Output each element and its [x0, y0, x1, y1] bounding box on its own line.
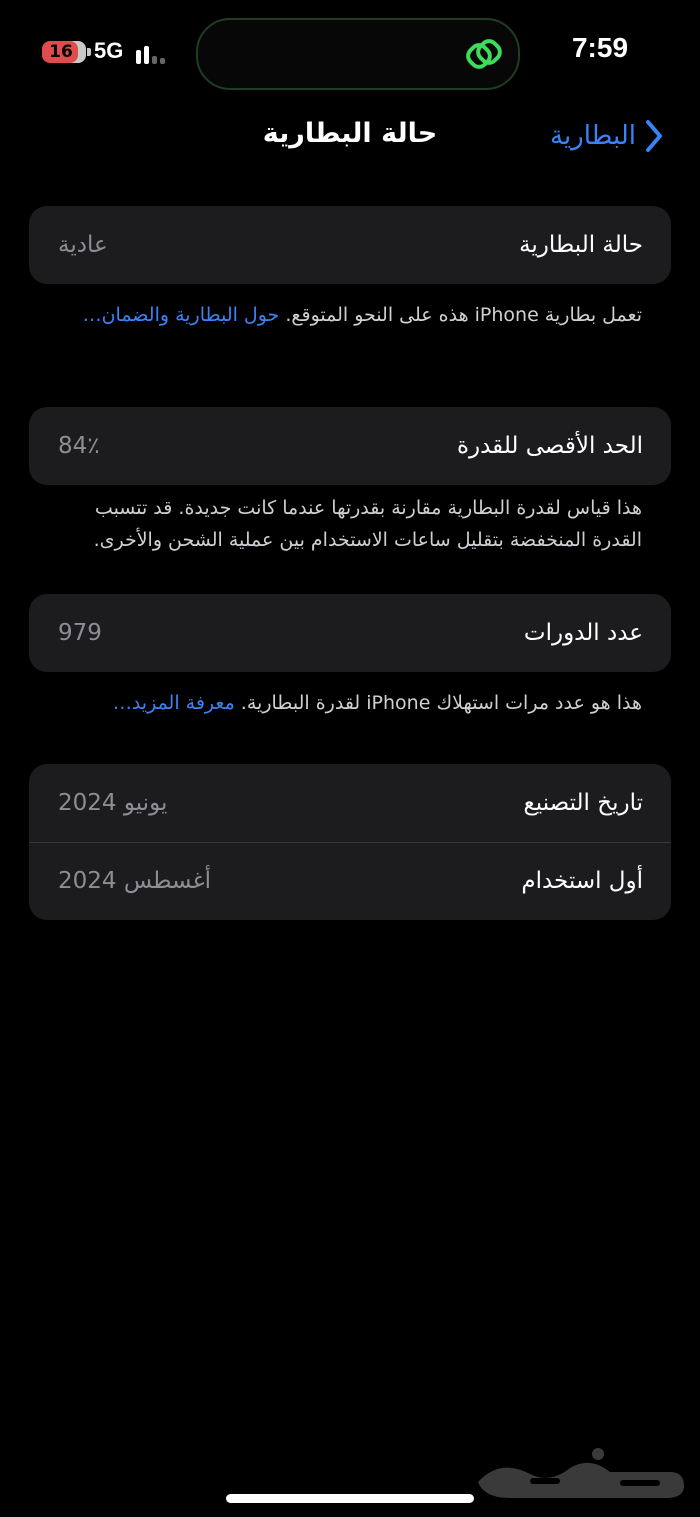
- first-use-value: أغسطس 2024: [58, 868, 211, 894]
- learn-more-link[interactable]: معرفة المزيد…: [112, 692, 235, 714]
- cycle-count-note: [52, 687, 642, 719]
- battery-health-value: عادية: [58, 232, 108, 258]
- cycle-count-label: عدد الدورات: [523, 620, 643, 646]
- battery-health-row: [29, 206, 671, 284]
- linked-rings-icon: [464, 34, 504, 74]
- dynamic-island[interactable]: [196, 18, 520, 90]
- manufacture-date-value: يونيو 2024: [58, 790, 168, 816]
- clock: 7:59: [571, 32, 629, 63]
- cycle-count-row: [29, 594, 671, 672]
- max-capacity-value: 84٪: [58, 433, 100, 459]
- first-use-row: [29, 842, 671, 920]
- cycle-count-note-text: هذا هو عدد مرات استهلاك iPhone لقدرة البطارية.: [234, 692, 642, 714]
- max-capacity-group: [29, 407, 671, 485]
- battery-health-group: [29, 206, 671, 284]
- haraj-watermark-logo: [470, 1438, 690, 1508]
- cycle-count-group: [29, 594, 671, 672]
- signal-icon: [136, 42, 168, 64]
- manufacture-date-row: [29, 764, 671, 842]
- max-capacity-note: هذا قياس لقدرة البطارية مقارنة بقدرتها عندما كانت جديدة. قد تتسبب القدرة المنخفضة بتقليل ساعات الاستخدام بين عملية الشحن والأخرى.: [93, 497, 642, 551]
- home-indicator[interactable]: [226, 1494, 474, 1503]
- max-capacity-label: الحد الأقصى للقدرة: [456, 433, 643, 459]
- battery-health-note: [52, 299, 642, 331]
- network-type: 5G: [94, 38, 124, 63]
- manufacture-date-label: تاريخ التصنيع: [523, 790, 643, 816]
- chevron-back-icon: [642, 116, 666, 156]
- battery-warranty-link[interactable]: حول البطارية والضمان…: [82, 304, 280, 326]
- page-title: حالة البطارية: [262, 118, 438, 149]
- battery-indicator: [42, 41, 86, 63]
- first-use-label: أول استخدام: [521, 868, 643, 894]
- battery-health-note-text: تعمل بطارية iPhone هذه على النحو المتوقع.: [279, 304, 642, 326]
- back-button[interactable]: [550, 112, 666, 160]
- back-label: البطارية: [550, 121, 636, 151]
- battery-level: 16: [49, 42, 73, 62]
- cycle-count-value: 979: [58, 620, 102, 646]
- battery-tip: [87, 48, 91, 56]
- battery-health-label: حالة البطارية: [519, 232, 643, 258]
- dates-group: [29, 764, 671, 920]
- max-capacity-row: [29, 407, 671, 485]
